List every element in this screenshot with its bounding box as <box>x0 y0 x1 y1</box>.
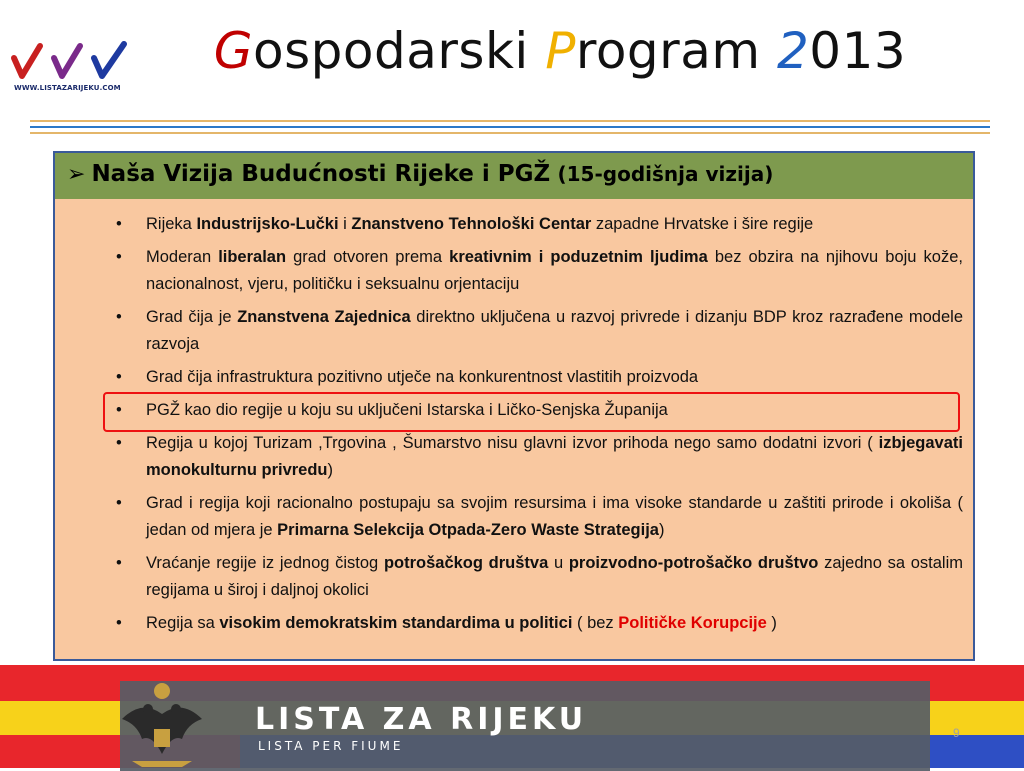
bullet-icon: • <box>116 554 122 572</box>
divider <box>30 120 990 122</box>
bullet-icon: • <box>116 368 122 386</box>
vision-item: • Moderan liberalan grad otvoren prema kreativnim i poduzetnim ljudima bez obzira na njihovu boju kože, nacionalnost, vjeru, političku i seksualnu orjentaciju <box>115 244 963 298</box>
bullet-icon: • <box>116 215 122 233</box>
arrow-bullet-icon: ➢ <box>67 162 86 187</box>
highlight-frame <box>103 392 960 432</box>
footer-subtitle: LISTA PER FIUME <box>258 739 404 753</box>
vision-item: • Grad i regija koji racionalno postupaju sa svojim resursima i ima visoke standarde u zaštiti prirode i okoliša ( jedan od mjera je Primarna Selekcija Otpada-Zero Waste Strategija) <box>115 490 963 544</box>
bullet-icon: • <box>116 308 122 326</box>
logo-url: WWW.LISTAZARIJEKU.COM <box>14 84 121 92</box>
vision-item: • Regija u kojoj Turizam ,Trgovina , Šumarstvo nisu glavni izvor prihoda nego samo dodatni izvori ( izbjegavati monokulturnu privredu) <box>115 430 963 484</box>
double-headed-eagle-emblem-icon <box>112 679 212 769</box>
vision-item: • Grad čija infrastruktura pozitivno utječe na konkurentnost vlastitih proizvoda <box>115 364 963 391</box>
vision-item: • Regija sa visokim demokratskim standardima u politici ( bez Političke Korupcije ) <box>115 610 963 637</box>
vision-subheading: (15-godišnja vizija) <box>557 162 774 186</box>
bullet-icon: • <box>116 401 122 419</box>
bullet-icon: • <box>116 614 122 632</box>
vision-item: • Vraćanje regije iz jednog čistog potrošačkog društva u proizvodno-potrošačko društvo zajedno sa ostalim regijama u široj i daljnoj okolici <box>115 550 963 604</box>
bullet-icon: • <box>116 248 122 266</box>
divider <box>30 126 990 128</box>
divider <box>30 132 990 134</box>
vision-header <box>55 153 973 199</box>
vision-item: • Grad čija je Znanstvena Zajednica direktno uključena u razvoj privrede i dizanju BDP kroz razrađene modele razvoja <box>115 304 963 358</box>
footer-title: LISTA ZA RIJEKU <box>255 702 588 737</box>
page-title: Gospodarski Program 2013 <box>213 22 907 80</box>
vision-item: • Rijeka Industrijsko-Lučki i Znanstveno Tehnološki Centar zapadne Hrvatske i šire regije <box>115 211 963 238</box>
footer-banner <box>0 665 1024 768</box>
page-number: 9 <box>953 726 960 740</box>
bullet-icon: • <box>116 494 122 512</box>
vision-item: • PGŽ kao dio regije u koju su uključeni Istarska i Ličko-Senjska Županija <box>115 397 963 424</box>
vision-heading: Naša Vizija Budućnosti Rijeke i PGŽ <box>91 161 551 187</box>
bullet-icon: • <box>116 434 122 452</box>
